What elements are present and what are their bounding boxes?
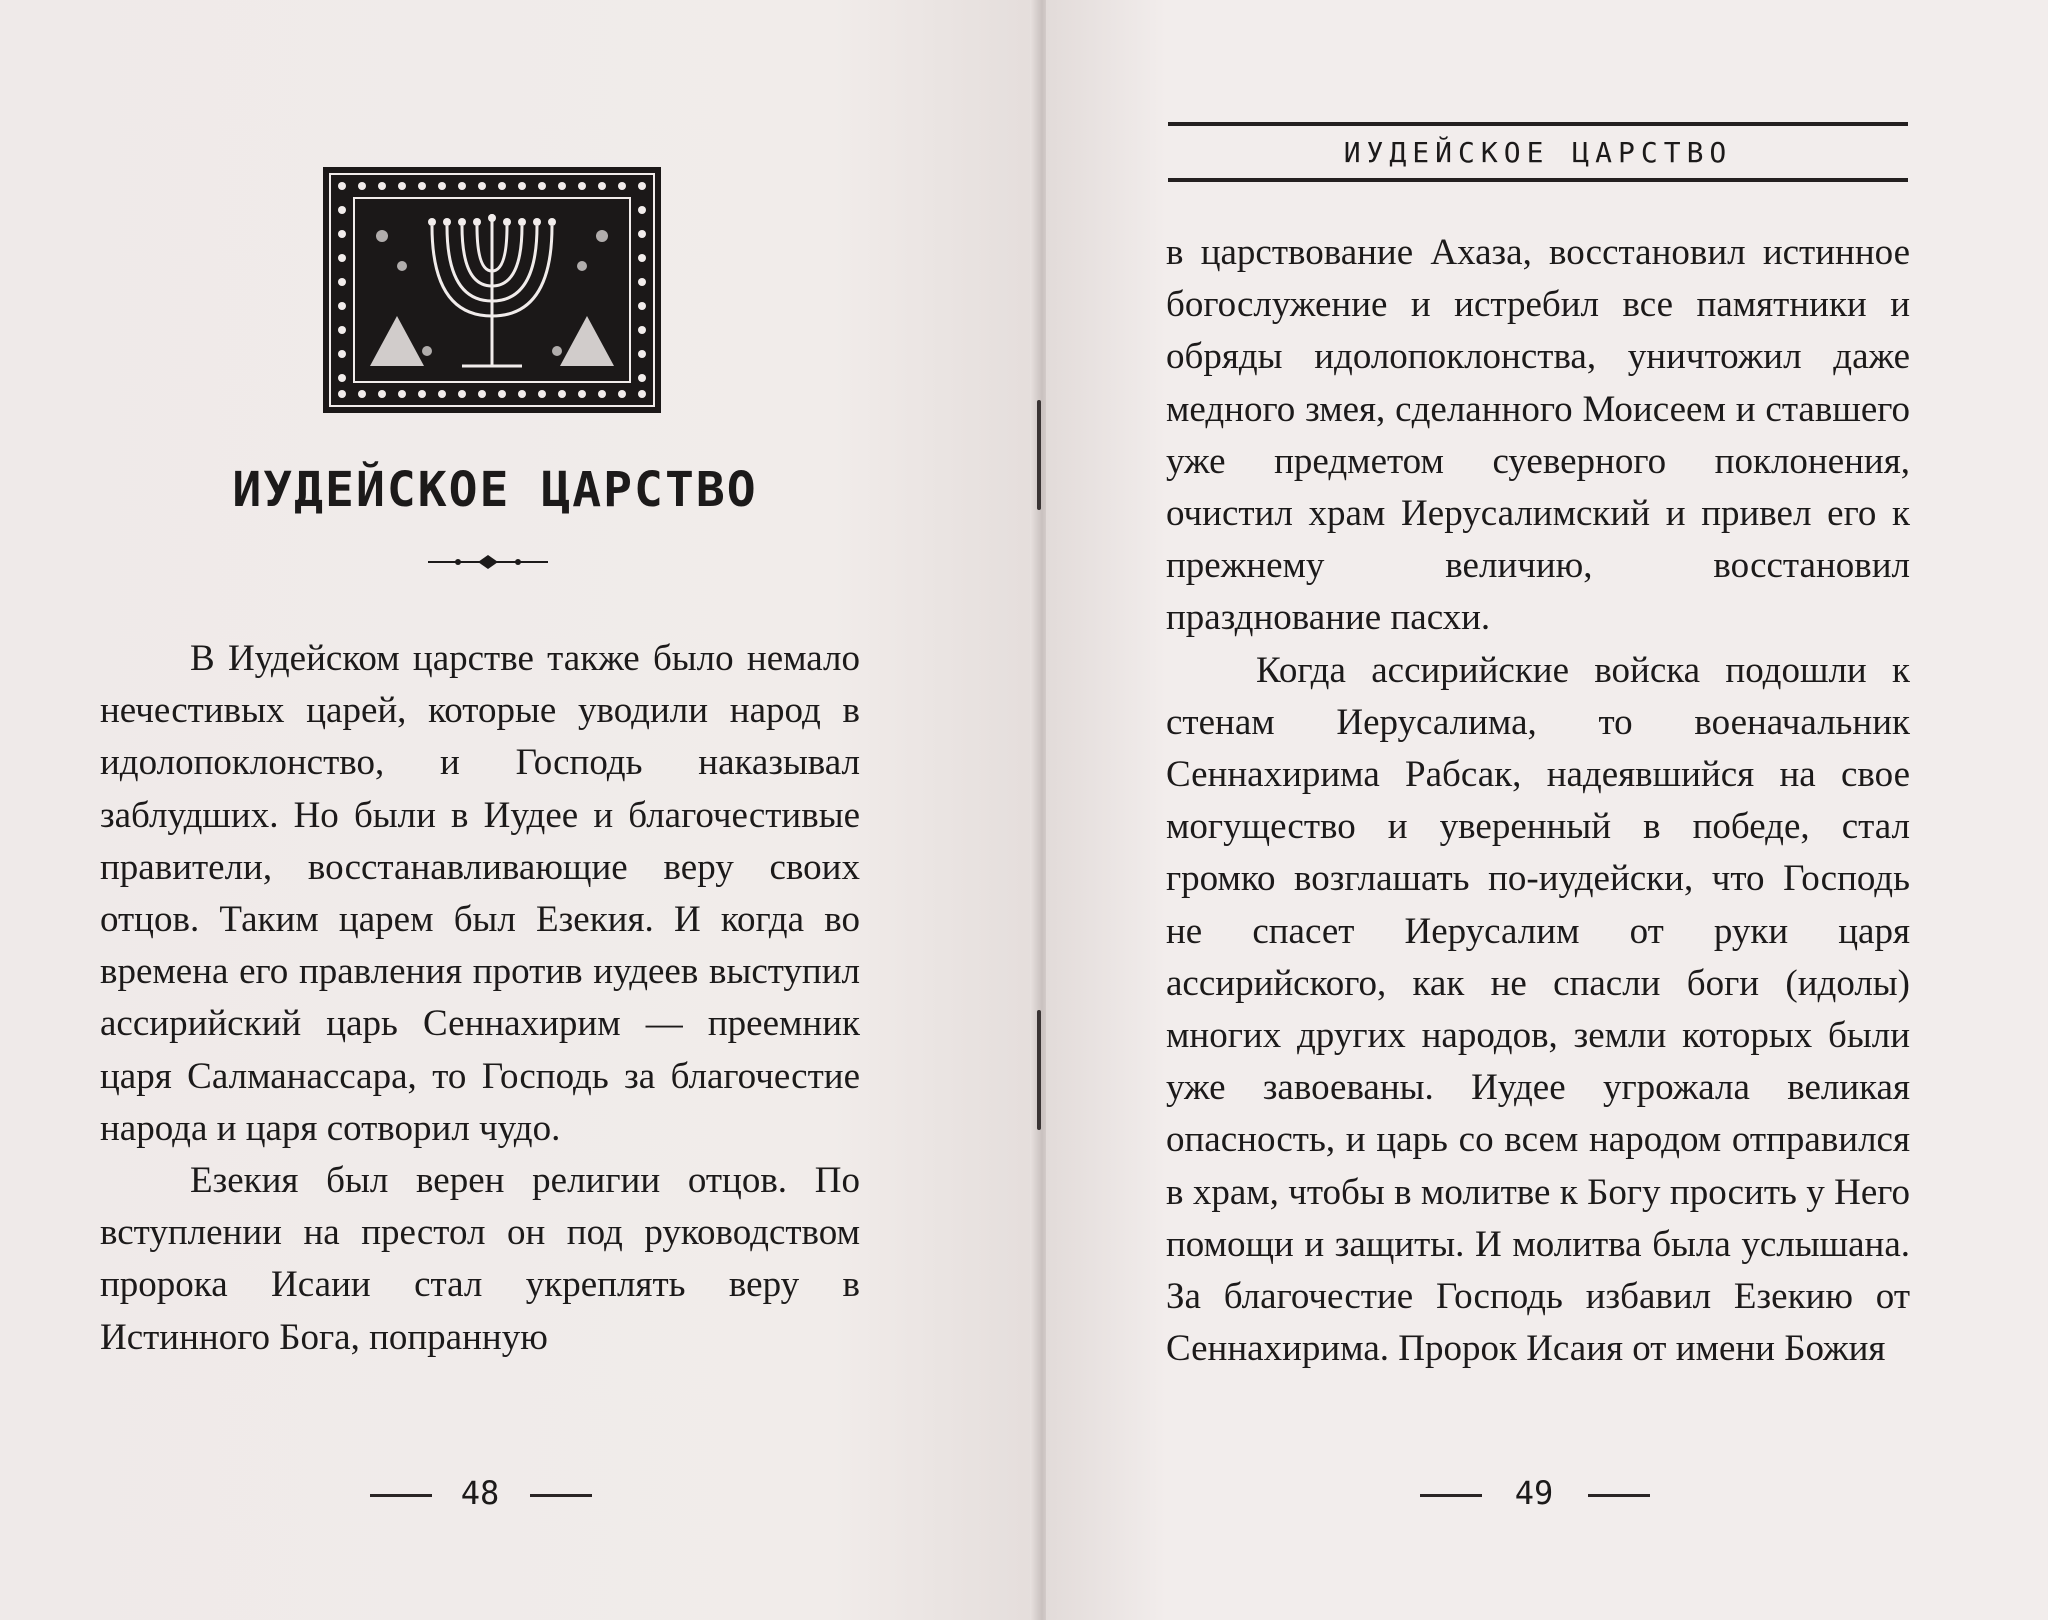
running-head-label: ИУДЕЙСКОЕ ЦАРСТВО — [1343, 136, 1733, 169]
running-head — [1168, 118, 1908, 202]
fleuron-divider-icon — [428, 552, 548, 572]
left-body-text — [100, 633, 860, 1364]
paragraph: В Иудейском царстве также было немало нечестивых царей, которые уводили народ в идолопоклонство, и Господь наказывал заблудших. Но были в Иудее и благочестивые правители, восстанавливающие веру своих отцов. Таким царем был Езекия. И когда во времена его правления против иудеев выступил ассирийский царь Сеннахирим — преемник царя Салманассара, то Господь за благочестие народа и царя сотворил чудо. — [100, 638, 860, 1149]
binding-stitch — [1037, 1010, 1041, 1130]
page-number-left — [360, 1474, 660, 1514]
page-number-right — [1410, 1474, 1710, 1514]
paragraph: Езекия был верен религии отцов. По вступлении на престол он под руководством пророка Исаии стал укреплять веру в Истинного Бога, попранную — [100, 1160, 860, 1358]
chapter-title: ИУДЕЙСКОЕ ЦАРСТВО — [232, 462, 758, 518]
folio-dash — [1420, 1494, 1482, 1497]
running-head-rule — [1168, 122, 1908, 126]
binding-stitch — [1037, 400, 1041, 510]
folio-dash — [370, 1494, 432, 1497]
right-body-text — [1166, 227, 1910, 1375]
paragraph: в царствование Ахаза, восстановил истинное богослужение и истребил все памятники и обряды идолопоклонства, уничтожил даже медного змея, сделанного Моисеем и ставшего уже предметом суеверного поклонения, очистил храм Иерусалимский и привел его к прежнему величию, восстановил празднование пасхи. — [1166, 232, 1910, 639]
folio-dash — [530, 1494, 592, 1497]
menorah-ornament-icon — [322, 166, 662, 414]
running-head-rule — [1168, 178, 1908, 182]
paragraph: Когда ассирийские войска подошли к стенам Иерусалима, то военачальник Сеннахирима Рабсак, надеявшийся на свое могущество и уверенный в победе, стал громко возглашать по-иудейски, что Господь не спасет Иерусалим от руки царя ассирийского, как не спасли боги (идолы) многих других народов, земли которых были уже завоеваны. Иудее угрожала великая опасность, и царь со всем народом отправился в храм, чтобы в молитве к Богу просить у Него помощи и защиты. И молитва была услышана. За благочестие Господь избавил Езекию от Сеннахирима. Пророк Исаия от имени Божия — [1166, 649, 1910, 1370]
page-number: 48 — [460, 1474, 500, 1512]
folio-dash — [1588, 1494, 1650, 1497]
page-number: 49 — [1514, 1474, 1554, 1512]
